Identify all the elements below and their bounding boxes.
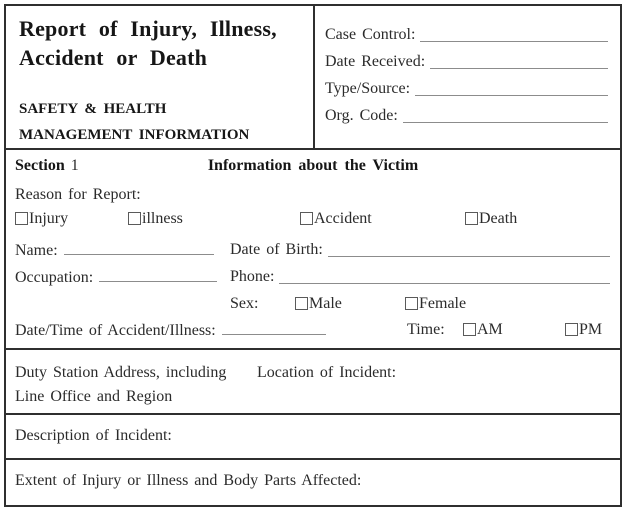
am-checkbox-icon[interactable]: [463, 323, 476, 336]
case-control-row: [325, 23, 608, 44]
sex-label: Sex:: [230, 295, 259, 312]
case-meta-box: [315, 6, 620, 148]
injury-checkbox-option[interactable]: [15, 210, 68, 228]
reason-for-report-label: Reason for Report:: [15, 186, 141, 203]
extent-section: [6, 460, 620, 505]
name-input[interactable]: [64, 241, 214, 255]
section-number: 1: [70, 157, 79, 174]
org-code-row: [325, 104, 608, 125]
occupation-label: Occupation:: [15, 269, 94, 286]
injury-checkbox-icon[interactable]: [15, 212, 28, 225]
am-checkbox-label: AM: [477, 321, 503, 338]
datetime-label: Date/Time of Accident/Illness:: [15, 322, 216, 339]
death-checkbox-icon[interactable]: [465, 212, 478, 225]
occupation-input[interactable]: [99, 268, 217, 282]
accident-checkbox-label: Accident: [314, 210, 372, 227]
form-subtitle: [19, 96, 313, 148]
section-word: Section: [15, 157, 65, 174]
male-checkbox-option[interactable]: [295, 295, 342, 313]
male-checkbox-icon[interactable]: [295, 297, 308, 310]
illness-checkbox-option[interactable]: [128, 210, 183, 228]
date-received-label: Date Received:: [325, 53, 426, 70]
description-section: [6, 415, 620, 460]
extent-of-injury-input[interactable]: [406, 466, 610, 498]
female-checkbox-option[interactable]: [405, 295, 466, 313]
form-frame: [4, 4, 622, 507]
type-source-input[interactable]: [415, 95, 608, 96]
female-checkbox-label: Female: [419, 295, 467, 312]
type-source-label: Type/Source:: [325, 80, 411, 97]
form-title-line2: Accident or Death: [19, 45, 208, 70]
pm-checkbox-option[interactable]: [565, 321, 602, 339]
accident-checkbox-icon[interactable]: [300, 212, 313, 225]
death-checkbox-option[interactable]: [465, 210, 517, 228]
case-control-label: Case Control:: [325, 26, 416, 43]
datetime-input[interactable]: [222, 321, 326, 335]
occupation-field: [15, 268, 217, 287]
org-code-label: Org. Code:: [325, 107, 398, 124]
dob-input[interactable]: [328, 241, 610, 257]
description-of-incident-input[interactable]: [206, 421, 610, 451]
dob-label: Date of Birth:: [230, 241, 323, 258]
phone-field: [230, 268, 610, 286]
illness-checkbox-icon[interactable]: [128, 212, 141, 225]
pm-checkbox-label: PM: [579, 321, 603, 338]
illness-checkbox-label: illness: [142, 210, 183, 227]
pm-checkbox-icon[interactable]: [565, 323, 578, 336]
type-source-row: [325, 77, 608, 98]
accident-checkbox-option[interactable]: [300, 210, 372, 228]
death-checkbox-label: Death: [479, 210, 518, 227]
case-control-input[interactable]: [420, 41, 608, 42]
name-label: Name:: [15, 242, 58, 259]
am-checkbox-option[interactable]: [463, 321, 503, 339]
title-cell: [6, 6, 315, 148]
form-subtitle-line1: SAFETY & HEALTH: [19, 101, 167, 117]
time-label: Time:: [407, 321, 445, 338]
name-field: [15, 241, 214, 260]
description-of-incident-label: Description of Incident:: [15, 427, 172, 444]
female-checkbox-icon[interactable]: [405, 297, 418, 310]
location-of-incident-input[interactable]: [257, 364, 610, 404]
injury-checkbox-label: Injury: [29, 210, 69, 227]
section-1: [6, 150, 620, 350]
extent-of-injury-label: Extent of Injury or Illness and Body Parts Affected:: [15, 472, 362, 489]
section-1-title: Information about the Victim: [207, 157, 419, 174]
male-checkbox-label: Male: [309, 295, 342, 312]
duty-station-section: [6, 350, 620, 415]
duty-station-label-line2: Line Office and Region: [15, 388, 173, 405]
date-received-input[interactable]: [430, 68, 608, 69]
phone-label: Phone:: [230, 268, 275, 285]
datetime-field: [15, 321, 326, 340]
dob-field: [230, 241, 610, 259]
location-of-incident-label: Location of Incident:: [257, 364, 397, 381]
phone-input[interactable]: [279, 268, 610, 284]
form-subtitle-line2: MANAGEMENT INFORMATION: [19, 127, 250, 143]
org-code-input[interactable]: [403, 122, 608, 123]
duty-station-label-line1: Duty Station Address, including: [15, 364, 227, 381]
form-title-line1: Report of Injury, Illness,: [19, 16, 277, 41]
form-header: [6, 6, 620, 150]
date-received-row: [325, 50, 608, 71]
